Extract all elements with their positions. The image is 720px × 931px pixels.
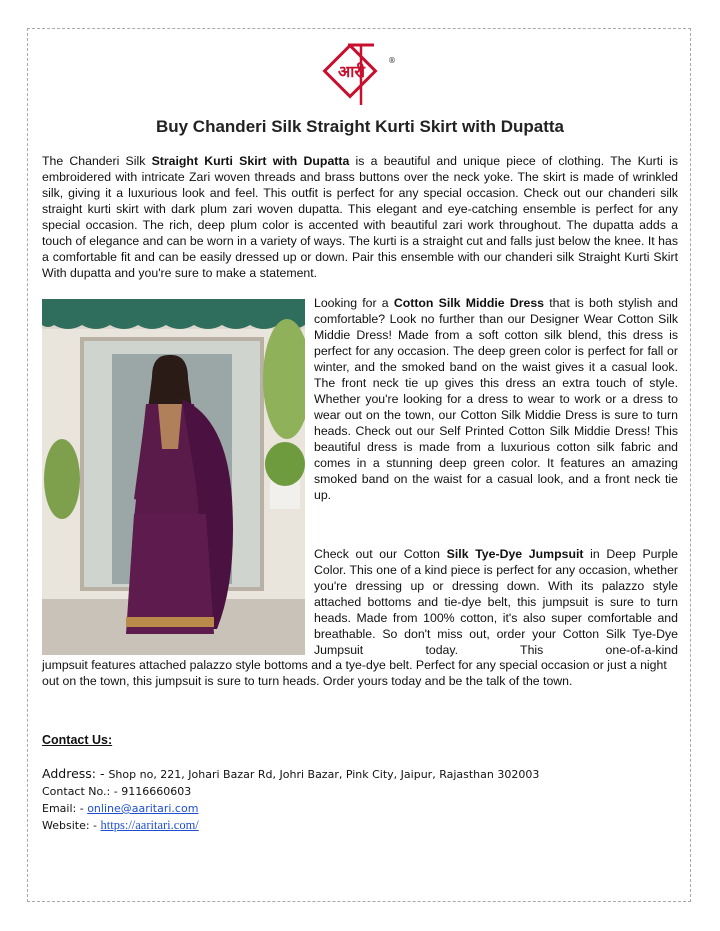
jumpsuit-paragraph-continued: jumpsuit features attached palazzo style bottoms and a tye-dye belt. Perfect for any special occasion or just a night out on the town, this jumpsuit is sure to turn heads. Order yours today and be the talk of the town. [42, 658, 667, 688]
jumpsuit-product-name: Silk Tye-Dye Jumpsuit [446, 547, 584, 561]
middie-paragraph [314, 295, 678, 503]
jumpsuit-body: in Deep Purple Color. This one of a kind piece is perfect for any occasion, whether you're dressing up or dressing down. With its palazzo style attached bottoms and tie-dye belt, this jumpsuit is sure to turn heads. Made from 100% cotton, it's also super comfortable and breathable. So don't miss out, order your Cotton Silk Tye-Dye Jumpsuit today. This one-of-a-kind [314, 547, 679, 657]
address-label: Address: - [42, 766, 109, 781]
intro-body: is a beautiful and unique piece of clothing. The Kurti is embroidered with intricate Zari woven threads and brass buttons over the neck yoke. The skirt is made of wrinkled silk, giving it a luxurious look and feel. This outfit is perfect for any special occasion. Check out our chanderi silk straight kurti skirt with dark plum zari woven dupatta. This elegant and eye-catching ensemble is perfect for any special occasion. The rich, deep plum color is accented with beautiful zari work throughout. The dupatta adds a touch of elegance and can be worn in a variety of ways. The kurti is a straight cut and falls just below the knee. It has a comfortable fit and can be easily dressed up or down. Pair this ensemble with our chanderi silk Straight Kurti Skirt With dupatta and you're sure to make a statement. [42, 154, 678, 280]
phone-line [42, 783, 539, 800]
middie-product-name: Cotton Silk Middie Dress [393, 296, 545, 310]
middie-lead: Looking for a [314, 296, 394, 310]
website-line [42, 817, 539, 834]
intro-paragraph [42, 153, 678, 281]
address-value: Shop no, 221, Johari Bazar Rd, Johri Bazar, Pink City, Jaipur, Rajasthan 302003 [108, 768, 540, 781]
contact-heading: Contact Us: [42, 733, 113, 747]
email-label: Email: - [42, 802, 88, 815]
jumpsuit-lead: Check out our Cotton [314, 547, 447, 561]
jumpsuit-paragraph [314, 546, 678, 658]
website-label: Website: - [42, 819, 101, 832]
middie-body: that is both stylish and comfortable? Look no further than our Designer Wear Cotton Silk Middie Dress! Made from a soft cotton silk blend, this dress is perfect for any occasion. The deep green color is perfect for fall or winter, and the smoked band on the waist gives it a casual look. The front neck tie up gives this dress an extra touch of style. Whether you're looking for a dress to wear to work or a dress to wear out on the town, our Cotton Silk Middie Dress is sure to turn heads. Check out our Self Printed Cotton Silk Middie Dress! This beautiful dress is made from a luxurious cotton silk fabric and comes in a stunning deep green color. It features an amazing smoked band on the waist for a casual look, and a front neck tie up. [314, 296, 678, 502]
logo-text: आरी [338, 62, 366, 81]
phone-label: Contact No.: - [42, 785, 122, 798]
email-link[interactable]: online@aaritari.com [87, 802, 199, 815]
intro-product-name: Straight Kurti Skirt with Dupatta [151, 154, 350, 168]
website-link[interactable]: https://aaritari.com/ [100, 818, 199, 832]
page-title: Buy Chanderi Silk Straight Kurti Skirt with Dupatta [155, 117, 565, 136]
address-line [42, 765, 539, 783]
intro-lead: The Chanderi Silk [42, 154, 152, 168]
product-photo [42, 299, 305, 655]
registered-mark: ® [388, 56, 396, 65]
contact-block [42, 765, 539, 834]
email-line [42, 800, 539, 817]
brand-logo[interactable] [318, 43, 400, 113]
phone-value: 9116660603 [121, 785, 192, 798]
